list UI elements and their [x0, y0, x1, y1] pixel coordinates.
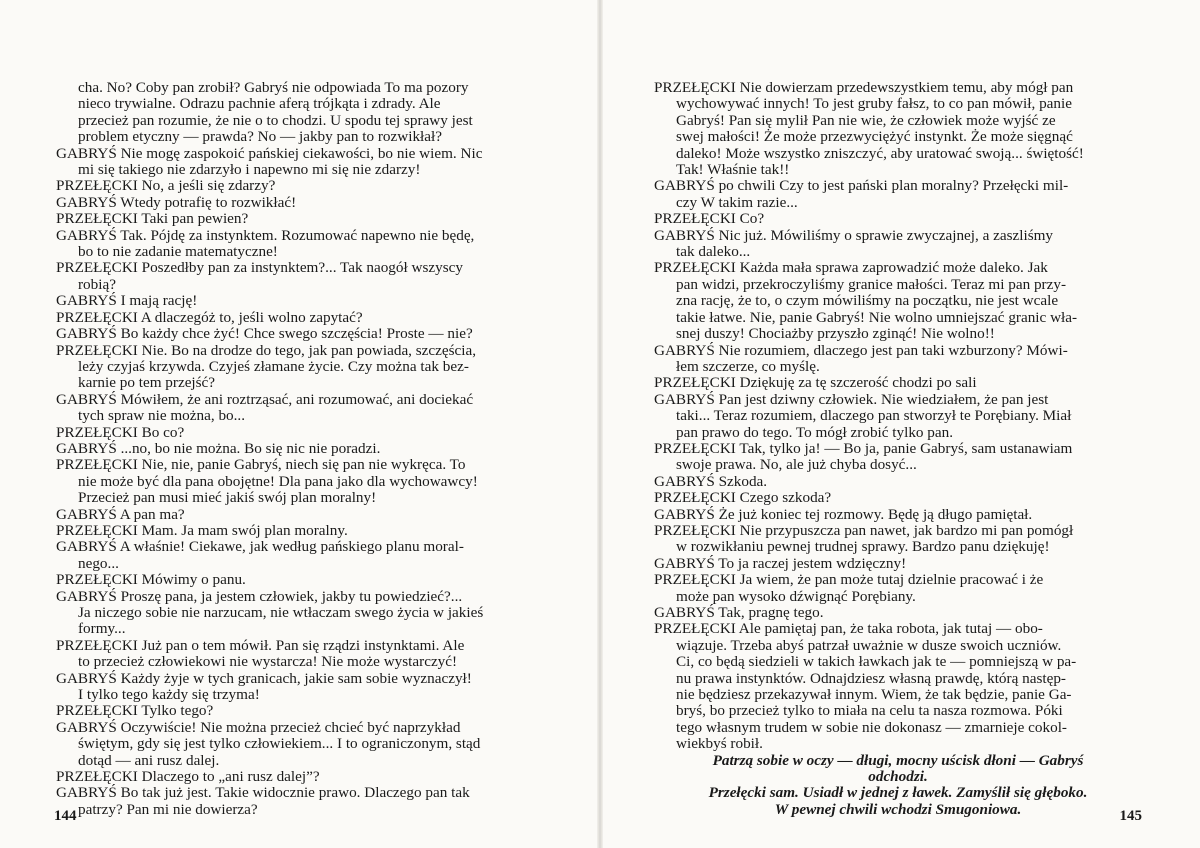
text-line: GABRYŚ Pan jest dziwny człowiek. Nie wiedziałem, że pan jest: [654, 390, 1049, 408]
text-line: PRZEŁĘCKI Tylko tego?: [56, 702, 214, 720]
text-line: to przecież człowiekowi nie wystarcza! Nie może wystarczyć!: [78, 653, 458, 671]
text-line: patrzy? Pan mi nie dowierza?: [78, 800, 258, 818]
text-line: wiekbyś robił.: [676, 735, 763, 753]
text-line: problem etyczny — prawda? No — jakby pan to rozwikłał?: [78, 128, 442, 146]
text-line: nie może być dla pana obojętne! Dla pana jako dla wychowawcy!: [78, 472, 478, 490]
text-line: łem szczerze, co myślę.: [676, 357, 820, 375]
text-line: GABRYŚ Nic już. Mówiliśmy o sprawie zwyczajnej, a zaszliśmy: [654, 226, 1054, 244]
text-line: GABRYŚ Że już koniec tej rozmowy. Będę ją długo pamiętał.: [654, 505, 1033, 523]
text-line: karnie po tem przejść?: [78, 374, 216, 392]
text-line: swoje prawa. No, ale już chyba dosyć...: [676, 456, 917, 474]
text-line: leży czyjaś krzywda. Czyjeś złamane życie. Czy można tak bez-: [78, 357, 469, 375]
text-line: PRZEŁĘCKI No, a jeśli się zdarzy?: [56, 177, 276, 195]
left-page-text: [56, 80, 544, 818]
text-line: GABRYŚ A właśnie! Ciekawe, jak według pańskiego planu moral-: [56, 538, 464, 556]
text-line: GABRYŚ Nie mogę zaspokoić pańskiej ciekawości, bo nie wiem. Nic: [56, 144, 483, 162]
text-line: GABRYŚ Nie rozumiem, dlaczego jest pan taki wzburzony? Mówi-: [654, 341, 1068, 359]
left-page: [0, 0, 598, 848]
text-line: swej małości! Że może przezwyciężyć instynkt. Że może sięgnąć: [676, 128, 1073, 146]
text-line: GABRYŚ Wtedy potrafię to rozwikłać!: [56, 193, 297, 211]
text-line: PRZEŁĘCKI Poszedłby pan za instynktem?... Tak naogół wszyscy: [56, 259, 463, 277]
stage-direction: Przełęcki sam. Usiadł w jednej z ławek. Zamyślił się głęboko.: [708, 784, 1088, 802]
text-line: tego własnym trudem w sobie nie dokonasz — zmarnieje cokol-: [676, 718, 1067, 736]
text-line: czy W takim razie...: [676, 193, 798, 211]
text-line: świętym, gdy się jest tylko człowiekiem... I to ograniczonym, stąd: [78, 735, 481, 753]
text-line: PRZEŁĘCKI Nie. Bo na drodze do tego, jak pan powiada, szczęścia,: [56, 341, 477, 359]
text-line: wychowywać innych! To jest gruby fałsz, to co pan mówił, panie: [676, 95, 1072, 113]
text-line: może pan wysoko dźwignąć Porębiany.: [676, 587, 916, 605]
text-line: Tak! Właśnie tak!!: [676, 161, 790, 179]
text-line: cha. No? Coby pan zrobił? Gabryś nie odpowiada To ma pozory: [78, 79, 469, 96]
text-line: PRZEŁĘCKI A dlaczegóż to, jeśli wolno zapytać?: [56, 308, 363, 326]
text-line: Przecież pan musi mieć jakiś swój plan moralny!: [78, 489, 377, 507]
text-line: PRZEŁĘCKI Tak, tylko ja! — Bo ja, panie Gabryś, sam ustanawiam: [654, 439, 1073, 457]
text-line: w rozwikłaniu pewnej trudnej sprawy. Bardzo panu dziękuję!: [676, 538, 1050, 556]
text-line: wiązuje. Trzeba abyś patrzał uważnie w dusze swoich uczniów.: [676, 636, 1062, 654]
text-line: GABRYŚ Każdy żyje w tych granicach, jakie sam sobie wyznaczył!: [56, 669, 472, 687]
text-line: zna rację, że to, o czym mówiliśmy na początku, nie jest wcale: [676, 292, 1059, 310]
text-line: GABRYŚ po chwili Czy to jest pański plan moralny? Przełęcki mil-: [654, 177, 1069, 195]
text-line: PRZEŁĘCKI Mówimy o panu.: [56, 571, 246, 589]
text-line: GABRYŚ Bo każdy chce żyć! Chce swego szczęścia! Proste — nie?: [56, 325, 473, 343]
text-line: PRZEŁĘCKI Bo co?: [56, 423, 185, 441]
text-line: GABRYŚ Oczywiście! Nie można przecież chcieć być naprzykład: [56, 718, 461, 736]
text-line: PRZEŁĘCKI Nie przypuszcza pan nawet, jak bardzo mi pan pomógł: [654, 521, 1074, 539]
text-line: GABRYŚ Tak, pragnę tego.: [654, 604, 824, 621]
text-line: GABRYŚ I mają rację!: [56, 292, 198, 310]
text-line: tak daleko...: [676, 243, 751, 261]
text-line: PRZEŁĘCKI Nie, nie, panie Gabryś, niech się pan nie wykręca. To: [56, 456, 466, 474]
text-line: PRZEŁĘCKI Czego szkoda?: [654, 489, 832, 507]
text-line: pan widzi, przekroczyliśmy granice małości. Teraz mi pan przy-: [676, 275, 1067, 293]
text-line: snej duszy! Chociażby przyszło zginąć! Nie wolno!!: [676, 325, 995, 343]
right-page-number: 145: [1119, 808, 1142, 824]
text-line: PRZEŁĘCKI Ale pamiętaj pan, że taka robota, jak tutaj — obo-: [654, 620, 1043, 638]
text-line: GABRYŚ To ja raczej jestem wdzięczny!: [654, 554, 907, 572]
text-line: PRZEŁĘCKI Nie dowierzam przedewszystkiem temu, aby mógł pan: [654, 79, 1074, 96]
text-line: Ja niczego sobie nie narzucam, nie wtłaczam swego życia w jakieś: [78, 604, 484, 621]
text-line: GABRYŚ Bo tak już jest. Takie widocznie prawo. Dlaczego pan tak: [56, 784, 470, 802]
text-line: GABRYŚ Szkoda.: [654, 472, 768, 490]
text-line: PRZEŁĘCKI Już pan o tem mówił. Pan się rządzi instynktami. Ale: [56, 636, 465, 654]
text-line: takie łatwe. Nie, panie Gabryś! Nie wolno umniejszać granic wła-: [676, 308, 1078, 326]
text-line: tych spraw nie można, bo...: [78, 407, 246, 425]
text-line: taki... Teraz rozumiem, dlaczego pan stworzył te Porębiany. Miał: [676, 407, 1072, 425]
text-line: GABRYŚ Proszę pana, ja jestem człowiek, jakby tu powiedzieć?...: [56, 587, 463, 605]
text-line: PRZEŁĘCKI Dlaczego to „ani rusz dalej”?: [56, 768, 320, 786]
text-line: PRZEŁĘCKI Co?: [654, 210, 765, 228]
stage-direction: odchodzi.: [868, 768, 928, 786]
text-line: PRZEŁĘCKI Taki pan pewien?: [56, 210, 249, 228]
text-line: daleko! Może wszystko zniszczyć, aby uratować swoją... świętość!: [676, 144, 1084, 162]
text-line: mi się takiego nie zdarzyło i napewno mi się nie zdarzy!: [78, 161, 421, 179]
text-line: formy...: [78, 620, 126, 638]
stage-direction: Patrzą sobie w oczy — długi, mocny uścisk dłoni — Gabryś: [712, 751, 1084, 769]
text-line: nieco trywialne. Odrazu pachnie aferą trójkąta i zdrady. Ale: [78, 95, 441, 113]
text-line: dotąd — ani rusz dalej.: [78, 751, 220, 769]
text-line: przecież pan rozumie, że nie o to chodzi. U spodu tej sprawy jest: [78, 111, 473, 129]
right-page-text: [654, 80, 1142, 818]
text-line: PRZEŁĘCKI Mam. Ja mam swój plan moralny.: [56, 521, 348, 539]
text-line: nego...: [78, 554, 119, 572]
text-line: bryś, bo przecież tylko to miała na celu ta nasza rozmowa. Póki: [676, 702, 1063, 720]
text-line: nie będziesz przekazywał innym. Wiem, że tak będzie, panie Ga-: [676, 686, 1072, 704]
text-line: GABRYŚ Tak. Pójdę za instynktem. Rozumować napewno nie będę,: [56, 226, 475, 244]
text-line: GABRYŚ ...no, bo nie można. Bo się nic nie poradzi.: [56, 439, 381, 457]
text-line: robią?: [78, 275, 116, 293]
stage-direction: W pewnej chwili wchodzi Smugoniowa.: [774, 800, 1022, 818]
text-line: GABRYŚ Mówiłem, że ani roztrząsać, ani rozumować, ani dociekać: [56, 390, 474, 408]
text-line: nu prawa instynktów. Odnajdziesz własną prawdę, którą następ-: [676, 669, 1066, 687]
right-page: [602, 0, 1200, 848]
text-line: pan prawo do tego. To mógł zrobić tylko pan.: [676, 423, 954, 441]
text-line: Gabryś! Pan się mylił Pan nie wie, że człowiek może wyjść ze: [676, 111, 1056, 129]
left-page-number: 144: [54, 808, 77, 824]
text-line: PRZEŁĘCKI Ja wiem, że pan może tutaj dzielnie pracować i że: [654, 571, 1044, 589]
text-line: PRZEŁĘCKI Każda mała sprawa zaprowadzić może daleko. Jak: [654, 259, 1048, 277]
text-line: Ci, co będą siedzieli w takich ławkach jak te — pomniejszą w pa-: [676, 653, 1077, 671]
text-line: bo to nie zadanie matematyczne!: [78, 243, 278, 261]
text-line: PRZEŁĘCKI Dziękuję za tę szczerość chodzi po sali: [654, 374, 977, 392]
text-line: GABRYŚ A pan ma?: [56, 505, 185, 523]
text-line: I tylko tego każdy się trzyma!: [78, 686, 260, 704]
